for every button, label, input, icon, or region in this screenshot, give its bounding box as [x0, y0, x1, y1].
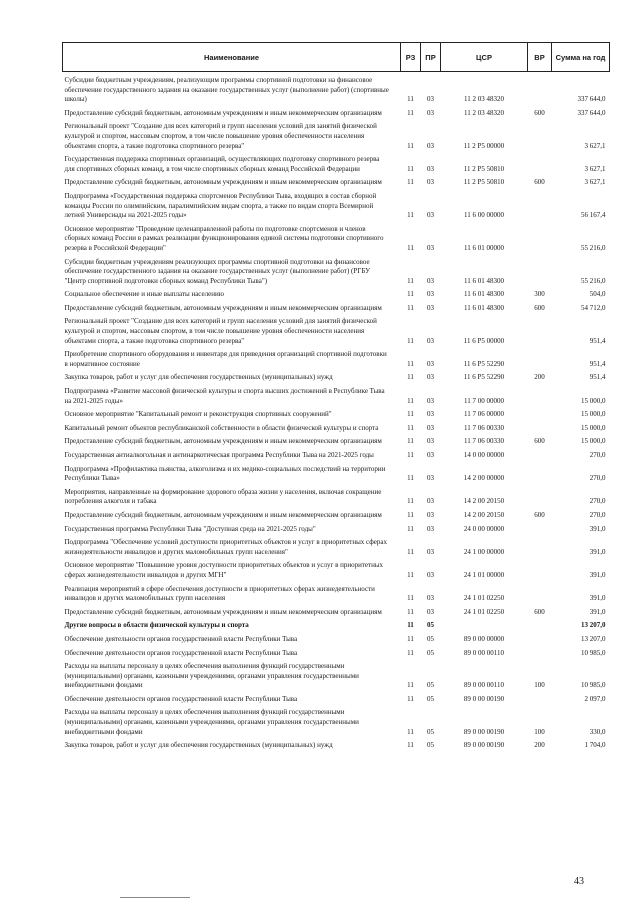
table-row — [63, 420, 610, 434]
cell-rz: 11 — [407, 437, 414, 446]
cell-csr: 11 6 01 48300 — [464, 303, 504, 312]
table-row — [63, 383, 610, 406]
cell-rz: 11 — [407, 474, 414, 483]
cell-csr: 11 6 P5 52290 — [463, 373, 505, 382]
cell-csr: 89 0 00 00190 — [463, 694, 505, 703]
cell-name: Подпрограмма «Государственная поддержка спортсменов Республики Тыва, входящих в состав сборной команды России по олимпийским, паралимпийским видам спорта, а также по видам спорта Всемирной летней Универсиады на 2021-2025 годы» — [64, 191, 377, 220]
cell-name: Обеспечение деятельности органов государственной власти Республики Тыва — [64, 648, 298, 657]
cell-pr: 05 — [427, 648, 434, 657]
cell-rz: 11 — [407, 510, 414, 519]
cell-pr: 03 — [427, 437, 434, 446]
cell-vr: 600 — [534, 437, 545, 446]
cell-rz: 11 — [407, 373, 414, 382]
cell-name: Закупка товаров, работ и услуг для обеспечения государственных (муниципальных) нужд — [64, 741, 333, 750]
cell-csr: 89 0 00 00110 — [464, 681, 504, 690]
header-sum: Сумма на год — [552, 43, 610, 72]
cell-name: Обеспечение деятельности органов государственной власти Республики Тыва — [64, 694, 298, 703]
cell-csr: 89 0 00 00190 — [463, 741, 505, 750]
cell-csr: 24 1 01 02250 — [463, 594, 505, 603]
cell-csr: 11 2 03 48320 — [464, 108, 504, 117]
table-row — [63, 433, 610, 447]
cell-name: Субсидии бюджетным учреждениям, реализующим программы спортивной подготовки на финансовое обеспечение государственного задания на оказание государственных услуг (выполнение работ) (спортивные школы) — [64, 76, 389, 104]
table-row — [63, 313, 610, 346]
cell-sum: 15 000,0 — [581, 423, 606, 432]
cell-sum: 391,0 — [589, 547, 606, 556]
cell-name: Предоставление субсидий бюджетным, автономным учреждениям и иным некоммерческим организациям — [64, 607, 382, 616]
cell-pr: 03 — [427, 303, 434, 312]
cell-vr — [528, 118, 552, 151]
cell-csr: 11 6 P5 52290 — [463, 359, 505, 368]
cell-csr: 11 2 P5 50810 — [463, 164, 505, 173]
cell-rz: 11 — [407, 410, 414, 419]
cell-csr: 14 2 00 20150 — [463, 497, 505, 506]
cell-name: Подпрограмма «Развитие массовой физической культуры и спорта высших достижений в Республике Тыва на 2021-2025 годы» — [64, 387, 385, 405]
header-name: Наименование — [63, 43, 401, 72]
cell-rz: 11 — [407, 741, 414, 750]
cell-csr: 89 0 00 00110 — [464, 648, 504, 657]
cell-pr: 03 — [427, 178, 434, 187]
cell-pr: 05 — [427, 741, 434, 750]
cell-rz: 11 — [407, 276, 414, 285]
cell-sum: 3 627,1 — [584, 141, 606, 150]
cell-pr: 03 — [427, 359, 434, 368]
cell-vr — [528, 151, 552, 174]
cell-sum: 13 207,0 — [581, 621, 606, 630]
cell-sum: 55 216,0 — [581, 276, 606, 285]
cell-vr — [528, 557, 552, 580]
cell-rz: 11 — [407, 727, 414, 736]
table-row — [63, 484, 610, 507]
table-row — [63, 221, 610, 254]
table-row — [63, 581, 610, 604]
cell-csr: 11 6 01 00000 — [464, 243, 504, 252]
cell-sum: 504,0 — [589, 290, 606, 299]
cell-name: Субсидии бюджетным учреждениям реализующих программы спортивной подготовки на финансовое обеспечение государственного задания на оказание государственных услуг (выполнение работ) (РГБУ "Центр спортивной подготовки сборных команд Республики Тыва") — [64, 257, 371, 285]
table-row — [63, 645, 610, 659]
cell-vr — [528, 447, 552, 461]
cell-name: Предоставление субсидий бюджетным, автономным учреждениям и иным некоммерческим организациям — [64, 510, 382, 519]
cell-name: Основное мероприятие "Проведение целенаправленной работы по подготовке спортсменов и членов сборных команд России в рамках реализации функционирования единой системы подготовки спортивного резерва в Российской Федерации" — [64, 224, 384, 252]
cell-csr: 14 0 00 00000 — [463, 451, 505, 459]
cell-sum: 337 644,0 — [577, 108, 606, 117]
budget-table — [62, 42, 610, 751]
cell-sum: 337 644,0 — [577, 95, 606, 104]
table-row — [63, 631, 610, 645]
table-header-row — [63, 43, 610, 72]
cell-name: Региональный проект "Создание для всех категорий и групп населения условий для занятий физической культурой и спортом, массовым спортом, в том числе повышение уровня обеспеченности населения объектами спорта, а также подготовка спортивного резерва" — [64, 317, 377, 345]
cell-csr: 11 7 06 00330 — [464, 423, 504, 432]
cell-csr: 24 1 01 00000 — [463, 570, 505, 579]
cell-rz: 11 — [407, 634, 414, 643]
cell-sum: 13 207,0 — [581, 634, 606, 643]
cell-rz: 11 — [407, 594, 414, 603]
cell-pr: 03 — [427, 497, 434, 506]
table-row — [63, 617, 610, 631]
cell-sum: 391,0 — [589, 570, 606, 579]
cell-csr: 11 2 P5 50810 — [463, 178, 505, 187]
cell-sum: 1 704,0 — [584, 741, 606, 750]
cell-pr: 03 — [427, 164, 434, 173]
cell-sum: 56 167,4 — [581, 211, 606, 220]
cell-vr — [528, 254, 552, 287]
table-body — [63, 72, 610, 751]
cell-sum: 391,0 — [589, 607, 606, 616]
cell-pr: 03 — [427, 474, 434, 483]
cell-vr — [528, 72, 552, 105]
cell-name: Подпрограмма "Обеспечение условий доступности приоритетных объектов и услуг в приоритетных сферах жизнедеятельности инвалидов и других маломобильных групп населения" — [64, 538, 388, 556]
cell-sum: 10 985,0 — [581, 681, 606, 690]
table-row — [63, 118, 610, 151]
cell-name: Предоставление субсидий бюджетным, автономным учреждениям и иным некоммерческим организациям — [64, 178, 382, 187]
table-row — [63, 369, 610, 383]
cell-rz: 11 — [407, 303, 414, 312]
cell-pr: 03 — [427, 547, 434, 556]
cell-vr: 600 — [534, 510, 545, 519]
cell-pr: 05 — [427, 634, 434, 643]
cell-name: Предоставление субсидий бюджетным, автономным учреждениям и иным некоммерческим организациям — [64, 108, 382, 117]
cell-vr: 100 — [534, 681, 545, 690]
cell-pr: 05 — [427, 681, 434, 690]
table-row — [63, 737, 610, 751]
header-vr: ВР — [528, 43, 552, 72]
cell-rz: 11 — [407, 164, 414, 173]
cell-vr: 600 — [534, 178, 545, 187]
cell-vr — [528, 406, 552, 420]
cell-sum: 330,0 — [589, 727, 606, 736]
cell-vr: 600 — [534, 108, 545, 117]
cell-rz: 11 — [407, 141, 414, 150]
cell-pr: 03 — [427, 373, 434, 382]
table-row — [63, 658, 610, 691]
cell-name: Социальное обеспечение и иные выплаты населению — [64, 290, 224, 299]
cell-name: Основное мероприятие "Капитальный ремонт и реконструкция спортивных сооружений" — [64, 410, 332, 419]
cell-pr: 05 — [427, 694, 434, 703]
cell-sum: 2 097,0 — [584, 694, 606, 703]
cell-pr: 03 — [427, 243, 434, 252]
cell-pr: 03 — [427, 396, 434, 405]
cell-pr: 03 — [427, 570, 434, 579]
cell-csr: 11 2 03 48320 — [464, 95, 504, 104]
cell-pr: 03 — [427, 108, 434, 117]
cell-name: Государственная антиалкогольная и антинаркотическая программа Республики Тыва на 2021-2025 годы — [64, 451, 374, 459]
page-number: 43 — [574, 876, 584, 887]
cell-vr — [528, 346, 552, 369]
cell-vr — [528, 645, 552, 659]
cell-vr: 100 — [534, 727, 545, 736]
cell-vr: 300 — [534, 290, 545, 299]
cell-pr: 03 — [427, 141, 434, 150]
cell-pr: 03 — [427, 95, 434, 104]
cell-rz: 11 — [407, 694, 414, 703]
cell-vr: 200 — [534, 741, 545, 750]
cell-rz: 11 — [407, 211, 414, 220]
cell-vr — [528, 484, 552, 507]
cell-csr: 11 6 01 48300 — [464, 276, 504, 285]
table-row — [63, 691, 610, 705]
cell-sum: 15 000,0 — [581, 396, 606, 405]
cell-rz: 11 — [407, 497, 414, 506]
cell-name: Государственная программа Республики Тыва "Доступная среда на 2021-2025 годы" — [64, 524, 316, 533]
cell-name: Расходы на выплаты персоналу в целях обеспечения выполнения функций государственными (муниципальными) органами, казенными учреждениями, органами управления государственными внебюджетными фондами — [64, 708, 359, 736]
cell-vr — [528, 534, 552, 557]
cell-vr — [528, 691, 552, 705]
cell-sum: 54 712,0 — [581, 303, 606, 312]
cell-sum: 391,0 — [589, 524, 606, 533]
cell-name: Предоставление субсидий бюджетным, автономным учреждениям и иным некоммерческим организациям — [64, 437, 382, 446]
cell-pr: 05 — [427, 621, 434, 630]
cell-name: Государственная поддержка спортивных организаций, осуществляющих подготовку спортивного резерва для спортивных сборных команд, в том числе спортивных сборных команд Российской Федерации — [64, 155, 380, 173]
cell-sum: 270,0 — [589, 451, 606, 459]
table-row — [63, 704, 610, 737]
cell-name: Приобретение спортивного оборудования и инвентаря для приведения организаций спортивной подготовки в нормативное состояние — [64, 350, 387, 368]
cell-rz: 11 — [407, 607, 414, 616]
cell-rz: 11 — [407, 621, 414, 630]
cell-pr: 03 — [427, 410, 434, 419]
cell-pr: 03 — [427, 336, 434, 345]
cell-rz: 11 — [407, 547, 414, 556]
table-row — [63, 188, 610, 221]
cell-name: Предоставление субсидий бюджетным, автономным учреждениям и иным некоммерческим организациям — [64, 303, 382, 312]
cell-sum: 3 627,1 — [584, 178, 606, 187]
cell-rz: 11 — [407, 108, 414, 117]
cell-sum: 951,4 — [589, 373, 606, 382]
table-row — [63, 346, 610, 369]
cell-pr: 03 — [427, 451, 434, 459]
cell-rz: 11 — [407, 336, 414, 345]
cell-name: Региональный проект "Создание для всех категорий и групп населения условий для занятий физической культурой и спортом, массовым спортом, в том числе повышение уровня обеспеченности населения объектами спорта, а также подготовка спортивного резерва" — [64, 122, 377, 150]
cell-sum: 55 216,0 — [581, 243, 606, 252]
cell-name: Капитальный ремонт объектов республиканской собственности в области физической культуры и спорта — [64, 423, 379, 432]
cell-csr: 11 7 00 00000 — [464, 396, 504, 405]
cell-vr — [528, 631, 552, 645]
cell-vr — [528, 420, 552, 434]
cell-name: Другие вопросы в области физической культуры и спорта — [64, 621, 249, 630]
table-row — [63, 557, 610, 580]
cell-rz: 11 — [407, 681, 414, 690]
cell-csr: 14 2 00 20150 — [463, 510, 505, 519]
cell-vr: 600 — [534, 303, 545, 312]
table-row — [63, 151, 610, 174]
cell-name: Закупка товаров, работ и услуг для обеспечения государственных (муниципальных) нужд — [64, 373, 333, 382]
cell-vr — [528, 617, 552, 631]
cell-vr — [528, 521, 552, 535]
cell-pr: 03 — [427, 607, 434, 616]
cell-csr: 89 0 00 00000 — [463, 634, 505, 643]
table-row — [63, 72, 610, 105]
cell-rz: 11 — [407, 423, 414, 432]
cell-rz: 11 — [407, 178, 414, 187]
header-rz: РЗ — [401, 43, 421, 72]
cell-vr — [528, 221, 552, 254]
cell-name: Основное мероприятие "Повышение уровня доступности приоритетных объектов и услуг в приоритетных сферах жизнедеятельности инвалидов и других МГН" — [64, 561, 384, 579]
cell-vr — [528, 383, 552, 406]
table-row — [63, 521, 610, 535]
cell-rz: 11 — [407, 570, 414, 579]
table-row — [63, 105, 610, 119]
table-row — [63, 300, 610, 314]
table-row — [63, 174, 610, 188]
cell-sum: 15 000,0 — [581, 437, 606, 446]
cell-rz: 11 — [407, 524, 414, 533]
cell-rz: 11 — [407, 95, 414, 104]
cell-rz: 11 — [407, 243, 414, 252]
cell-csr: 11 7 06 00330 — [464, 437, 504, 446]
cell-vr — [528, 461, 552, 484]
cell-sum: 391,0 — [589, 594, 606, 603]
cell-sum: 3 627,1 — [584, 164, 606, 173]
cell-csr: 11 2 P5 00000 — [463, 141, 505, 150]
table-row — [63, 254, 610, 287]
cell-csr: 24 1 00 00000 — [463, 547, 505, 556]
cell-csr: 11 6 P5 00000 — [463, 336, 505, 345]
cell-csr: 24 1 01 02250 — [463, 607, 505, 616]
footer-rule — [120, 897, 190, 898]
cell-csr: 89 0 00 00190 — [463, 727, 505, 736]
cell-csr: 24 0 00 00000 — [463, 524, 505, 533]
table-row — [63, 461, 610, 484]
table-row — [63, 604, 610, 618]
cell-vr — [528, 313, 552, 346]
cell-pr: 05 — [427, 727, 434, 736]
cell-vr — [528, 188, 552, 221]
cell-pr: 03 — [427, 510, 434, 519]
cell-sum: 270,0 — [589, 497, 606, 506]
table-row — [63, 534, 610, 557]
cell-name: Реализация мероприятий в сфере обеспечения доступности в приоритетных сферах жизнедеятельности инвалидов и других маломобильных групп населения — [64, 584, 375, 603]
cell-rz: 11 — [407, 359, 414, 368]
cell-vr: 600 — [534, 607, 545, 616]
cell-rz: 11 — [407, 648, 414, 657]
cell-csr: 11 7 06 00000 — [464, 410, 504, 419]
cell-rz: 11 — [407, 396, 414, 405]
cell-sum: 15 000,0 — [581, 410, 606, 419]
header-csr: ЦСР — [441, 43, 528, 72]
cell-name: Подпрограмма «Профилактика пьянства, алкоголизма и их медико-социальных последствий на территории Республики Тыва» — [64, 464, 386, 483]
cell-csr: 11 6 01 48300 — [464, 290, 504, 299]
cell-sum: 270,0 — [589, 510, 606, 519]
cell-pr: 03 — [427, 423, 434, 432]
cell-name: Расходы на выплаты персоналу в целях обеспечения выполнения функций государственными (муниципальными) органами, казенными учреждениями, органами управления государственными внебюджетными фондами — [64, 662, 359, 690]
cell-rz: 11 — [407, 290, 414, 299]
cell-name: Мероприятия, направленные на формирование здорового образа жизни у населения, включая сокращение потребления алкоголя и табака — [64, 487, 382, 506]
cell-csr — [441, 617, 528, 631]
cell-sum: 951,4 — [589, 359, 606, 368]
table-row — [63, 406, 610, 420]
table-row — [63, 507, 610, 521]
cell-pr: 03 — [427, 276, 434, 285]
cell-rz: 11 — [407, 451, 414, 459]
cell-sum: 270,0 — [589, 474, 606, 483]
cell-pr: 03 — [427, 211, 434, 220]
table-row — [63, 286, 610, 300]
cell-pr: 03 — [427, 290, 434, 299]
cell-vr: 200 — [534, 373, 545, 382]
cell-sum: 10 985,0 — [581, 648, 606, 657]
cell-sum: 951,4 — [589, 336, 606, 345]
header-pr: ПР — [421, 43, 441, 72]
cell-vr — [528, 581, 552, 604]
cell-name: Обеспечение деятельности органов государственной власти Республики Тыва — [64, 634, 298, 643]
cell-csr: 11 6 00 00000 — [464, 211, 504, 220]
cell-pr: 03 — [427, 524, 434, 533]
cell-csr: 14 2 00 00000 — [463, 474, 505, 483]
table-row — [63, 447, 610, 461]
cell-pr: 03 — [427, 594, 434, 603]
